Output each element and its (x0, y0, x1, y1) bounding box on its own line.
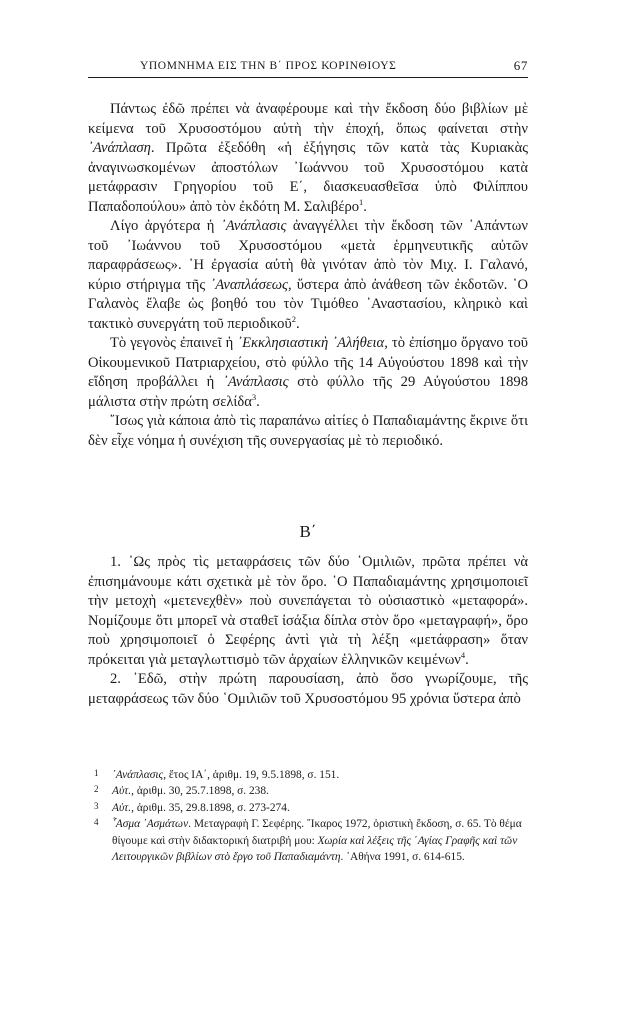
paragraph: ῎Ισως γιὰ κάποια ἀπὸ τὶς παραπάνω αἰτίες ὁ Παπαδιαμάντης ἔκρινε ὅτι δὲν εἶχε νόημα ἡ συνέχιση τῆς συνεργασίας μὲ τὸ περιοδικό. (88, 413, 528, 449)
footnote: 4 ῏Ασμα ᾿Ασμάτων. Μεταγραφὴ Γ. Σεφέρης. ῎Ικαρος 1972, ὁριστικὴ ἔκδοση, σ. 65. Τὸ θέμα θίγουμε καὶ στὴν διδακτορική διατριβή μου: Χωρία καὶ λέξεις τῆς ῾Αγίας Γραφῆς καὶ τῶν Λειτουργικῶν βιβλίων στὸ ἔργο τοῦ Παπαδιαμάντη. ᾿Αθήνα 1991, σ. 614-615. (94, 816, 528, 865)
paragraph: Πάντως ἐδῶ πρέπει νὰ ἀναφέρουμε καὶ τὴν ἔκδοση δύο βιβλίων μὲ κείμενα τοῦ Χρυσοστόμου αὐτὴ τὴν ἐποχή, ὅπως φαίνεται στὴν ᾿Ανάπλαση. Πρῶτα ἐξεδόθη «ἡ ἐξήγησις τῶν κατὰ τὰς Κυριακὰς ἀναγινωσκομένων ἀποστόλων ᾿Ιωάννου τοῦ Χρυσοστόμου κατὰ μετάφρασιν Γρηγορίου τοῦ Ε΄, διασκευασθεῖσα ὑπὸ Φιλίππου Παπαδοπούλου» ἀπὸ τὸν ἐκδότη Μ. Σαλιβέρο$^1$. (88, 101, 528, 215)
page-number: 67 (513, 58, 528, 73)
footnote: 1 ᾿Ανάπλασις, ἔτος ΙΑ΄, ἀριθμ. 19, 9.5.1898, σ. 151. (94, 767, 528, 783)
main-text (88, 100, 528, 451)
footnote-number: 2 (94, 784, 99, 795)
footnotes (94, 767, 528, 865)
footnote-number: 1 (94, 768, 99, 778)
footnote-ref: 4 (460, 649, 466, 660)
footnote-ref: 2 (291, 313, 296, 324)
footnote-ref: 1 (359, 196, 364, 207)
paragraph: Λίγο ἀργότερα ἡ ᾿Ανάπλασις ἀναγγέλλει τὴν ἔκδοση τῶν ῾Απάντων τοῦ ᾿Ιωάννου τοῦ Χρυσοστόμου «μετὰ ἑρμηνευτικῆς αὐτῶν παραφράσεως». ῾Η ἐργασία αὐτὴ θὰ γινόταν ἀπὸ τὸν Μιχ. Ι. Γαλανό, κύριο στήριγμα τῆς ᾿Αναπλάσεως, ὕστερα ἀπὸ ἀνάθεση τῶν ἐκδοτῶν. ῾Ο Γαλανὸς ἔλαβε ὡς βοηθό του τὸν Τιμόθεο ᾿Αναστασίου, κληρικὸ καὶ τακτικὸ συνεργάτη τοῦ περιοδικοῦ$^2$. (88, 218, 528, 332)
paragraph: Τὸ γεγονὸς ἐπαινεῖ ἡ ᾿Εκκλησιαστικὴ ᾿Αλήθεια, τὸ ἐπίσημο ὄργανο τοῦ Οἰκουμενικοῦ Πατριαρχείου, στὸ φύλλο τῆς 14 Αὐγούστου 1898 καὶ τὴν εἴδηση προβάλλει ἡ ᾿Ανάπλασις στὸ φύλλο τῆς 29 Αὐγούστου 1898 μάλιστα στὴν πρώτη σελίδα$^3$. (88, 335, 528, 410)
page-header (88, 58, 528, 76)
section-text (88, 553, 528, 709)
header-rule (88, 77, 528, 78)
footnote: 2 Αὐτ., ἀριθμ. 30, 25.7.1898, σ. 238. (94, 783, 528, 799)
footnote: 3 Αὐτ., ἀριθμ. 35, 29.8.1898, σ. 273-274. (94, 800, 528, 816)
paragraph: 2. ᾿Εδῶ, στὴν πρώτη παρουσίαση, ἀπὸ ὅσο γνωρίζουμε, τῆς μεταφράσεως τῶν δύο ῾Ομιλιῶν τοῦ Χρυσοστόμου 95 χρόνια ὕστερα ἀπὸ (88, 671, 528, 707)
footnote-number: 4 (94, 817, 99, 828)
footnote-ref: 3 (251, 391, 257, 402)
paragraph: 1. ῾Ως πρὸς τὶς μεταφράσεις τῶν δύο ῾Ομιλιῶν, πρῶτα πρέπει νὰ ἐπισημάνουμε κάτι σχετικὰ μὲ τὸν ὅρο. ῾Ο Παπαδιαμάντης χρησιμοποιεῖ τὴν μετοχὴ «μετενεχθὲν» ποὺ συνεπάγεται τὸ οὐσιαστικὸ «μεταφορά». Νομίζουμε ὅτι μπορεῖ νὰ σταθεῖ ἰσάξια δίπλα στὸν ὅρο «μεταγραφή», ὅρο ποὺ χρησιμοποιεῖ ὁ Σεφέρης ἀντὶ γιὰ τὴ λέξη «μετάφραση» ὅταν πρόκειται γιὰ μεταγλωττισμὸ τῶν ἀρχαίων ἑλληνικῶν κειμένων$^4$. (88, 554, 528, 668)
footnote-number: 3 (94, 800, 99, 811)
section-heading: Β΄ (299, 522, 317, 541)
running-title: ΥΠΟΜΝΗΜΑ ΕΙΣ ΤΗΝ Β΄ ΠΡΟΣ ΚΟΡΙΝΘΙΟΥΣ (140, 60, 397, 72)
